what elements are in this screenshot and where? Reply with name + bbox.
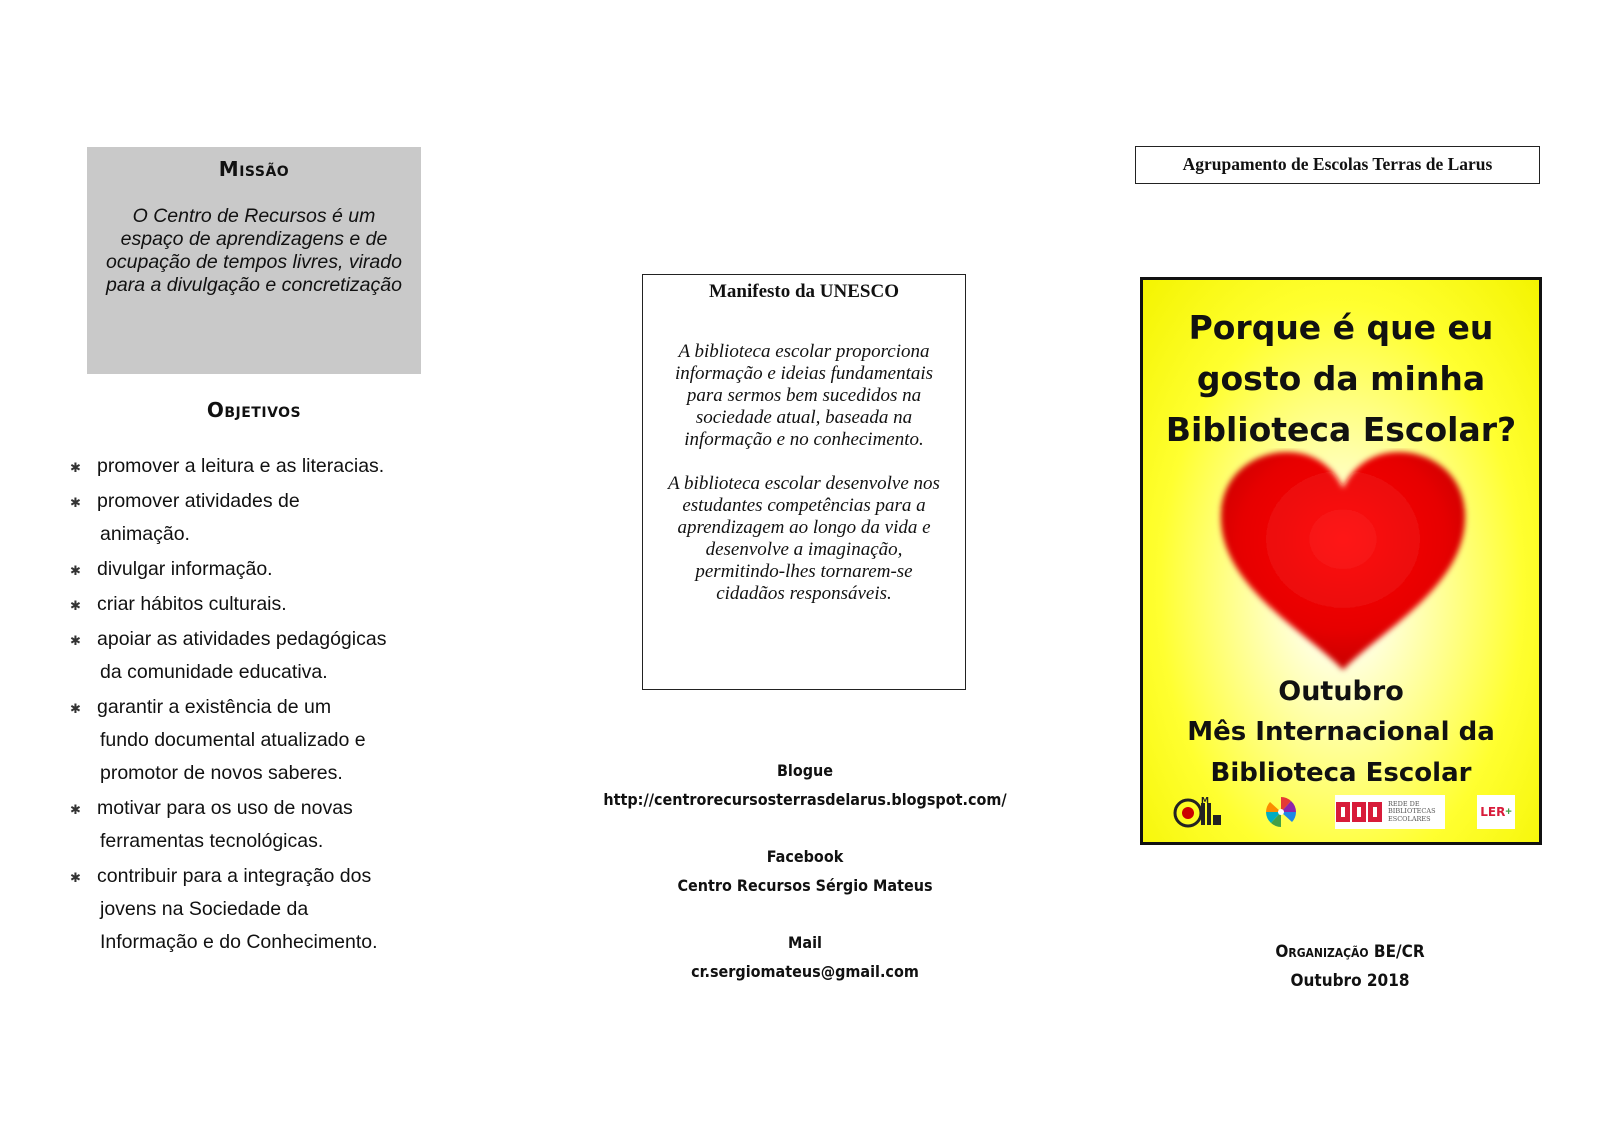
blog-url-link[interactable]: http://centrorecursosterrasdelarus.blogspot.com/ <box>603 790 1007 809</box>
unesco-line: permitindo-lhes tornarem-se <box>695 561 913 582</box>
asterisk-bullet-icon: ✱ <box>70 460 81 475</box>
ler-logo-text: LER <box>1480 805 1506 819</box>
objectives-list <box>68 450 448 961</box>
objective-line: ferramentas tecnológicas. <box>100 830 324 852</box>
objective-item <box>68 450 448 483</box>
objective-line: motivar para os uso de novas <box>97 797 353 819</box>
organization-label: Organização BE/CR <box>1275 942 1425 962</box>
asterisk-bullet-icon: ✱ <box>70 870 81 885</box>
mission-line: espaço de aprendizagens e de <box>120 228 388 250</box>
school-name-box: Agrupamento de Escolas Terras de Larus <box>1135 146 1540 184</box>
asterisk-bullet-icon: ✱ <box>70 598 81 613</box>
unesco-line: sociedade atual, baseada na <box>695 407 913 428</box>
asterisk-bullet-icon: ✱ <box>70 701 81 716</box>
rbe-text-line: ESCOLARES <box>1388 814 1431 823</box>
facebook-label: Facebook <box>766 847 844 866</box>
unesco-line: A biblioteca escolar desenvolve nos <box>668 473 940 494</box>
mail-address-link[interactable]: cr.sergiomateus@gmail.com <box>691 962 919 981</box>
objective-line: apoiar as atividades pedagógicas <box>97 628 387 650</box>
contact-facebook <box>585 842 1025 900</box>
objective-item <box>68 792 448 858</box>
objective-item <box>68 588 448 621</box>
asterisk-bullet-icon: ✱ <box>70 633 81 648</box>
poster-subtitle-line: Biblioteca Escolar <box>1210 758 1472 788</box>
unesco-line: estudantes competências para a <box>682 495 926 516</box>
objective-line: da comunidade educativa. <box>100 661 328 683</box>
asterisk-bullet-icon: ✱ <box>70 495 81 510</box>
objective-item <box>68 860 448 959</box>
objective-line: Informação e do Conhecimento. <box>100 931 378 953</box>
rbe-logo <box>1335 795 1445 829</box>
unesco-manifesto-box <box>642 274 966 690</box>
organization <box>1200 938 1500 996</box>
objective-line: divulgar informação. <box>97 558 273 580</box>
poster-title-line: Porque é que eu <box>1188 308 1494 347</box>
poster-subtitle-line: Mês Internacional da <box>1187 717 1495 747</box>
contact-blog <box>585 756 1025 814</box>
objective-line: promotor de novos saberes. <box>100 762 343 784</box>
unesco-line: informação e ideias fundamentais <box>674 363 934 384</box>
mail-label: Mail <box>788 933 822 952</box>
mission-box <box>87 147 421 374</box>
poster-title-line: gosto da minha <box>1196 359 1486 398</box>
contact-mail <box>585 928 1025 986</box>
unesco-line: aprendizagem ao longo da vida e <box>677 517 931 538</box>
ler-plus-logo <box>1477 795 1515 829</box>
mission-text <box>93 205 415 297</box>
rbe-logo-text <box>1388 801 1436 824</box>
objective-item <box>68 553 448 586</box>
mission-title: Missão <box>218 157 290 181</box>
asterisk-bullet-icon: ✱ <box>70 563 81 578</box>
crsm-logo-icon <box>1171 795 1223 829</box>
unesco-line: A biblioteca escolar proporciona <box>678 341 930 362</box>
mission-line: para a divulgação e concretização <box>106 274 402 296</box>
objective-line: fundo documental atualizado e <box>100 729 366 751</box>
pinwheel-logo-icon <box>1261 795 1301 829</box>
objective-line: promover a leitura e as literacias. <box>97 455 385 477</box>
objective-line: jovens na Sociedade da <box>100 898 309 920</box>
svg-text:M: M <box>1201 796 1209 805</box>
objectives-title: Objetivos <box>206 398 302 422</box>
objective-line: criar hábitos culturais. <box>97 593 287 615</box>
heart-icon <box>1213 448 1473 678</box>
objective-line: contribuir para a integração dos <box>97 865 372 887</box>
unesco-line: cidadãos responsáveis. <box>716 583 892 604</box>
unesco-paragraph-2 <box>651 473 957 605</box>
asterisk-bullet-icon: ✱ <box>70 802 81 817</box>
rbe-text-line: REDE DE <box>1388 799 1420 808</box>
objective-line: animação. <box>100 523 190 545</box>
unesco-title: Manifesto da UNESCO <box>708 281 899 302</box>
organization-date: Outubro 2018 <box>1290 971 1410 991</box>
objective-line: promover atividades de <box>97 490 300 512</box>
poster-subtitle <box>1143 712 1539 794</box>
objective-item <box>68 485 448 551</box>
facebook-name-link[interactable]: Centro Recursos Sérgio Mateus <box>677 876 933 895</box>
objective-item <box>68 691 448 790</box>
poster <box>1140 277 1542 845</box>
mission-line: ocupação de tempos livres, virado <box>106 251 402 273</box>
poster-title-line: Biblioteca Escolar? <box>1165 410 1517 449</box>
unesco-paragraph-1 <box>651 341 957 451</box>
mission-line: O Centro de Recursos é um <box>132 205 376 227</box>
plus-icon: + <box>1505 806 1512 818</box>
poster-month: Outubro <box>1278 676 1404 707</box>
rbe-mark-icon <box>1335 800 1385 824</box>
unesco-line: para sermos bem sucedidos na <box>686 385 922 406</box>
poster-title <box>1143 302 1539 455</box>
blog-label: Blogue <box>776 761 834 780</box>
rbe-text-line: BIBLIOTECAS <box>1388 807 1436 816</box>
unesco-line: informação e no conhecimento. <box>684 429 924 450</box>
unesco-line: desenvolve a imaginação, <box>705 539 903 560</box>
objective-line: garantir a existência de um <box>97 696 332 718</box>
objective-item <box>68 623 448 689</box>
